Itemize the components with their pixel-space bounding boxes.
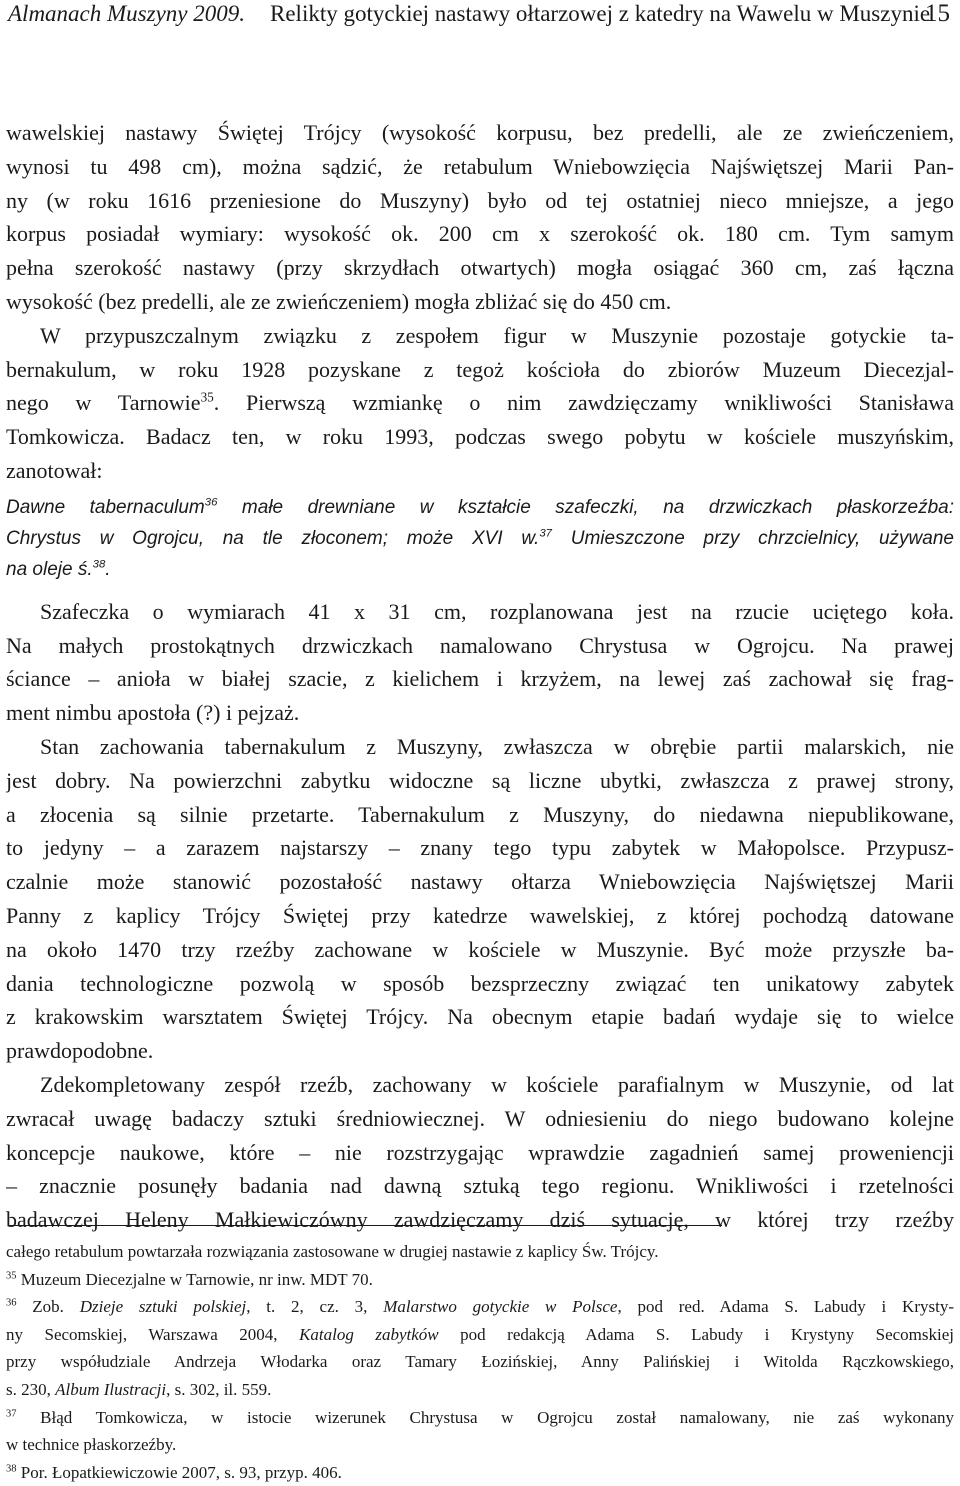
footnote-ref-36: 36 xyxy=(204,496,218,509)
book-title: Album Ilustracji xyxy=(55,1379,167,1399)
text-line: zwracał uwagę badaczy sztuki średniowiecznej. W odniesieniu do niego budowano kolejne xyxy=(6,1105,954,1131)
text-run: Błąd Tomkowicza, w istocie wizerunek Chrystusa w Ogrojcu został namalowany, nie zaś wykonany xyxy=(16,1407,954,1427)
text-line: dania technologiczne pozwolą w sposób bezsprzeczny związać ten unikatowy zabytek xyxy=(6,970,954,996)
book-title: Malarstwo gotyckie w Polsce xyxy=(383,1297,618,1317)
paragraph-3 xyxy=(6,595,954,730)
text-line: Zdekompletowany zespół rzeźb, zachowany w kościele parafialnym w Muszynie, od lat xyxy=(40,1071,954,1097)
footnote-36-line: przy współudziale Andrzeja Włodarka oraz Tamary Łozińskiej, Anny Palińskiej i Witolda Rączkowskiego, xyxy=(6,1352,954,1372)
text-run: ny Secomskiej, Warszawa 2004, xyxy=(6,1324,300,1344)
footnote-36-line xyxy=(6,1376,954,1404)
text-run: pod redakcją Adama S. Labudy i Krystyny Secomskiej xyxy=(438,1324,954,1344)
text-run: , t. 2, cz. 3, xyxy=(246,1297,384,1317)
book-title: Katalog zabytków xyxy=(299,1324,439,1344)
text-line: Panny z kaplicy Trójcy Świętej przy katedrze wawelskiej, z której pochodzą datowane xyxy=(6,902,954,928)
text-line: W przypuszczalnym związku z zespołem figur w Muszynie pozostaje gotyckie ta- xyxy=(40,322,954,348)
text-run: Chrystus w Ogrojcu, na tle złoconem; może XVI w. xyxy=(6,527,540,549)
running-header xyxy=(8,0,954,28)
article-running-title: Relikty gotyckiej nastawy ołtarzowej z katedry na Wawelu w Muszynie xyxy=(270,1,931,26)
text-run: Por. Łopatkiewiczowie 2007, s. 93, przyp. 406. xyxy=(16,1462,342,1482)
text-line: na około 1470 trzy rzeźby zachowane w kościele w Muszynie. Być może przyszłe ba- xyxy=(6,936,954,962)
text-line: badawczej Heleny Małkiewiczówny zawdzięczamy dziś sytuację, w której trzy rzeźby xyxy=(6,1207,954,1233)
quote-line xyxy=(6,492,954,523)
footnote-ref-35: 35 xyxy=(200,390,214,406)
book-title: Dzieje sztuki polskiej xyxy=(79,1297,247,1317)
footnotes xyxy=(6,1238,954,1486)
quote-line xyxy=(6,554,954,585)
text-line: ny (w roku 1616 przeniesione do Muszyny) było od tej ostatniej nieco mniejsze, a jego xyxy=(6,187,954,213)
paragraph-2 xyxy=(6,319,954,488)
footnote-number: 37 xyxy=(6,1407,17,1419)
footnote-ref-38: 38 xyxy=(92,558,106,571)
text-line: pełna szerokość nastawy (przy skrzydłach otwartych) mogła osiągać 360 cm, zaś łączna xyxy=(6,255,954,281)
journal-title: Almanach Muszyny 2009. xyxy=(8,1,245,26)
text-line: Szafeczka o wymiarach 41 x 31 cm, rozplanowana jest na rzucie uciętego koła. xyxy=(40,598,954,624)
footnote-36 xyxy=(6,1293,954,1321)
footnote-continued: całego retabulum powtarzała rozwiązania zastosowane w drugiej nastawie z kaplicy Św. Trójcy. xyxy=(6,1242,659,1261)
text-line: Tomkowicza. Badacz ten, w roku 1993, podczas swego pobytu w kościele muszyńskim, xyxy=(6,424,954,450)
footnote-separator xyxy=(8,1225,722,1226)
text-line: jest dobry. Na powierzchni zabytku widoczne są liczne ubytki, zwłaszcza z prawej strony, xyxy=(6,767,954,793)
text-run: , pod red. Adama S. Labudy i Krysty- xyxy=(617,1297,954,1317)
text-line: ment nimbu apostoła (?) i pejzaż. xyxy=(6,700,300,726)
paragraph-1 xyxy=(6,116,954,319)
footnote-number: 35 xyxy=(6,1269,17,1281)
footnote-37 xyxy=(6,1404,954,1432)
paragraph-4 xyxy=(6,730,954,1068)
footnote-number: 36 xyxy=(6,1297,17,1309)
text-line: wynosi tu 498 cm), można sądzić, że retabulum Wniebowzięcia Najświętszej Marii Pan- xyxy=(6,153,954,179)
text-line xyxy=(6,386,954,420)
text-run: . Pierwszą wzmiankę o nim zawdzięczamy wnikliwości Stanisława xyxy=(213,390,954,416)
text-run: Muzeum Diecezjalne w Tarnowie, nr inw. MDT 70. xyxy=(16,1269,373,1289)
text-line: korpus posiadał wymiary: wysokość ok. 200 cm x szerokość ok. 180 cm. Tym samym xyxy=(6,221,954,247)
text-line: prawdopodobne. xyxy=(6,1038,154,1064)
text-line: to jedyny – a zarazem najstarszy – znany tego typu zabytek w Małopolsce. Przypusz- xyxy=(6,835,954,861)
text-line: – znacznie posunęły badania nad dawną sztuką tego regionu. Wnikliwości i rzetelności xyxy=(6,1173,954,1199)
quotation xyxy=(6,492,954,585)
text-line: a złocenia są silnie przetarte. Tabernakulum z Muszyny, do niedawna niepublikowane, xyxy=(6,801,954,827)
text-run: , s. 302, il. 559. xyxy=(166,1379,272,1399)
text-line: wysokość (bez predelli, ale ze zwieńczeniem) mogła zbliżać się do 450 cm. xyxy=(6,288,672,314)
footnote-35 xyxy=(6,1266,954,1294)
quote-line xyxy=(6,523,954,554)
text-run: małe drewniane w kształcie szafeczki, na drzwiczkach płaskorzeźba: xyxy=(217,496,954,518)
footnote-number: 38 xyxy=(6,1463,17,1475)
text-run: Dawne tabernaculum xyxy=(6,496,205,518)
text-run: nego w Tarnowie xyxy=(6,390,201,416)
text-line: Na małych prostokątnych drzwiczkach namalowano Chrystusa w Ogrojcu. Na prawej xyxy=(6,632,954,658)
page-number: 15 xyxy=(925,0,950,27)
footnote-37-line: w technice płaskorzeźby. xyxy=(6,1435,177,1455)
text-line: bernakulum, w roku 1928 pozyskane z tegoż kościoła do zbiorów Muzeum Diecezjal- xyxy=(6,356,954,382)
footnote-38 xyxy=(6,1459,954,1486)
text-line: Stan zachowania tabernakulum z Muszyny, zwłaszcza w obrębie partii malarskich, nie xyxy=(40,733,954,759)
main-text xyxy=(6,116,954,1237)
footnote-ref-37: 37 xyxy=(539,527,552,540)
text-line: wawelskiej nastawy Świętej Trójcy (wysokość korpusu, bez predelli, ale ze zwieńczeniem, xyxy=(6,120,954,145)
footnote-36-line xyxy=(6,1321,954,1349)
text-run: s. 230, xyxy=(6,1379,56,1399)
text-line: czalnie może stanowić pozostałość nastawy ołtarza Wniebowzięcia Najświętszej Marii xyxy=(6,869,954,895)
text-line: koncepcje naukowe, które – nie rozstrzygając wprawdzie zagadnień samej proweniencji xyxy=(6,1139,954,1165)
text-run: . xyxy=(105,558,111,580)
text-line: ściance – anioła w białej szacie, z kielichem i krzyżem, na lewej zaś zachował się frag- xyxy=(6,666,954,692)
text-line: zanotował: xyxy=(6,457,103,483)
paragraph-5 xyxy=(6,1068,954,1237)
text-run: na oleje ś. xyxy=(6,558,93,580)
text-run: Umieszczone przy chrzcielnicy, używane xyxy=(552,527,954,549)
text-run: Zob. xyxy=(16,1297,80,1317)
text-line: z krakowskim warsztatem Świętej Trójcy. Na obecnym etapie badań wydaje się to wielce xyxy=(6,1004,954,1030)
